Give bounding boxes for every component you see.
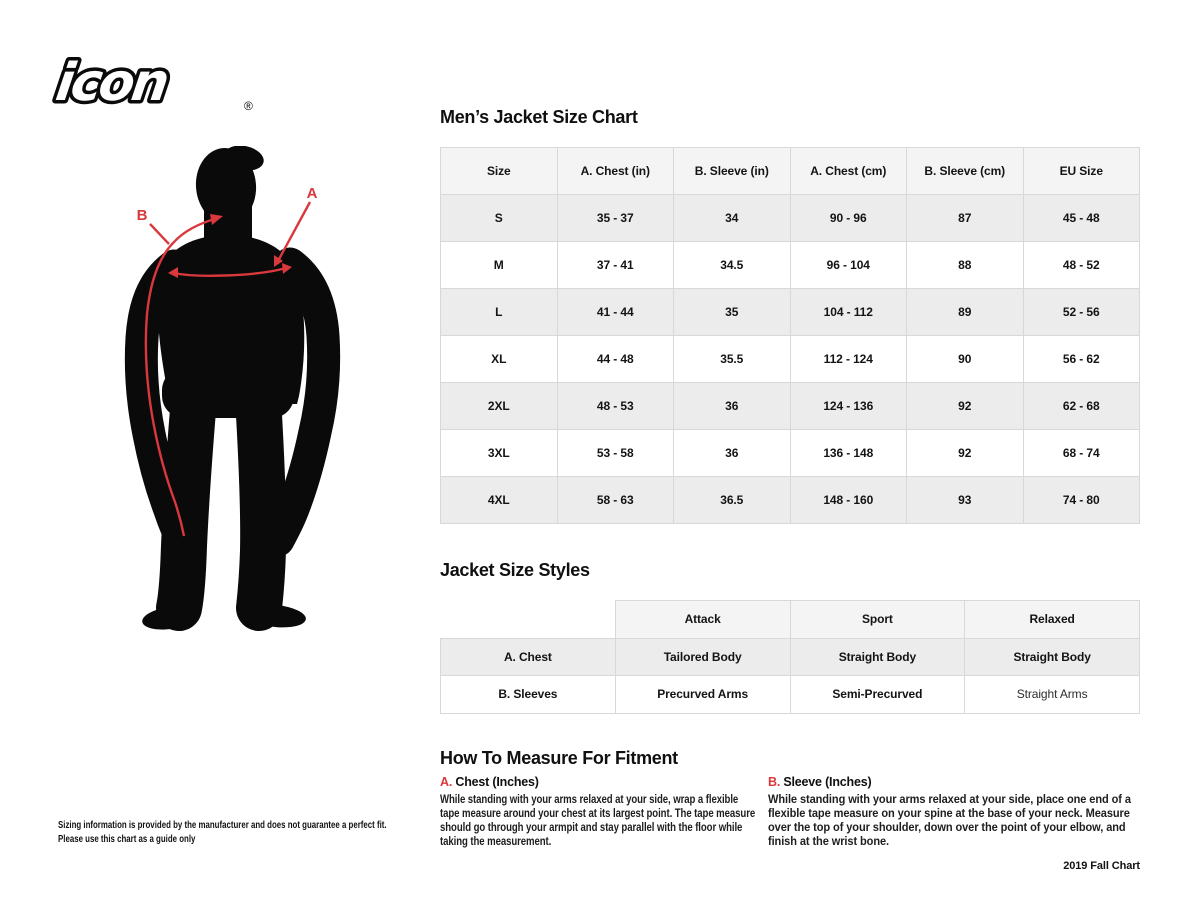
cell-sport-sleeves: Semi-Precurved [790,676,965,714]
cell-size: M [441,242,558,289]
styles-row-sleeves [441,676,1140,714]
column-header-sleeve-in: B. Sleeve (in) [674,148,791,195]
size-row-l [441,289,1140,336]
cell-size: 4XL [441,477,558,524]
cell-sleeve-cm: 92 [907,430,1024,477]
cell-chest-in: 48 - 53 [557,383,674,430]
cell-sleeve-in: 36 [674,430,791,477]
cell-relaxed-chest: Straight Body [965,638,1140,676]
how-to-measure-title: How To Measure For Fitment [440,748,678,768]
cell-chest-cm: 104 - 112 [790,289,907,336]
cell-chest-in: 58 - 63 [557,477,674,524]
sleeve-letter-marker: B. [768,775,781,789]
male-silhouette-icon [98,146,353,640]
cell-chest-cm: 96 - 104 [790,242,907,289]
icon-logo-graphic [48,44,278,122]
sleeve-instruction-body: While standing with your arms relaxed at your side, place one end of a flexible tape measure on your spine at the base of your neck. Measure over the top of your shoulder, down over the point of your elbow, and finish at the wrist bone. [768,792,1131,849]
registered-trademark-symbol: ® [244,99,253,113]
style-column-relaxed: Relaxed [965,601,1140,639]
cell-eu-size: 62 - 68 [1023,383,1140,430]
cell-chest-cm: 90 - 96 [790,195,907,242]
cell-chest-in: 35 - 37 [557,195,674,242]
logo-wordmark-text: icon [52,53,171,113]
chest-heading-text: Chest (Inches) [455,775,539,789]
cell-sleeve-cm: 89 [907,289,1024,336]
styles-chart-title: Jacket Size Styles [440,560,590,580]
size-row-s [441,195,1140,242]
column-header-size: Size [441,148,558,195]
column-header-eu-size: EU Size [1023,148,1140,195]
cell-sleeve-in: 36 [674,383,791,430]
style-column-sport: Sport [790,601,965,639]
style-row-label-chest: A. Chest [441,638,616,676]
column-header-chest-in: A. Chest (in) [557,148,674,195]
style-row-label-sleeves: B. Sleeves [441,676,616,714]
cell-chest-cm: 124 - 136 [790,383,907,430]
styles-row-chest [441,638,1140,676]
blank-corner-cell [441,601,616,639]
size-row-4xl [441,477,1140,524]
chart-edition-label: 2019 Fall Chart [1063,860,1140,872]
size-row-xl [441,336,1140,383]
column-header-chest-cm: A. Chest (cm) [790,148,907,195]
size-row-3xl [441,430,1140,477]
disclaimer-line-2: Please use this chart as a guide only [58,833,196,846]
sleeve-instruction-heading [768,775,1168,789]
cell-sleeve-in: 35 [674,289,791,336]
cell-sport-chest: Straight Body [790,638,965,676]
cell-attack-chest: Tailored Body [615,638,790,676]
cell-sleeve-in: 36.5 [674,477,791,524]
cell-eu-size: 52 - 56 [1023,289,1140,336]
cell-size: S [441,195,558,242]
cell-sleeve-in: 35.5 [674,336,791,383]
disclaimer-line-1: Sizing information is provided by the manufacturer and does not guarantee a perfect fit. [58,819,387,831]
cell-eu-size: 74 - 80 [1023,477,1140,524]
size-table-header-row [441,148,1140,195]
cell-sleeve-cm: 90 [907,336,1024,383]
chest-instruction-body: While standing with your arms relaxed at your side, wrap a flexible tape measure around your chest at its largest point. The tape measure should go through your armpit and stay parallel with the floor while taking the measurement. [440,792,756,849]
cell-chest-cm: 136 - 148 [790,430,907,477]
mens-size-chart-title: Men’s Jacket Size Chart [440,107,638,127]
measurement-figure [98,146,353,640]
styles-header-row [441,601,1140,639]
cell-sleeve-cm: 92 [907,383,1024,430]
cell-sleeve-cm: 93 [907,477,1024,524]
cell-size: L [441,289,558,336]
cell-chest-in: 41 - 44 [557,289,674,336]
chest-letter-marker: A. [440,775,453,789]
cell-eu-size: 48 - 52 [1023,242,1140,289]
cell-sleeve-cm: 88 [907,242,1024,289]
mens-size-chart-table [440,147,1140,524]
sleeve-measure-instructions [768,775,1168,849]
jacket-styles-table [440,600,1140,714]
column-header-sleeve-cm: B. Sleeve (cm) [907,148,1024,195]
style-column-attack: Attack [615,601,790,639]
chest-label-a: A [306,185,318,202]
cell-eu-size: 56 - 62 [1023,336,1140,383]
cell-sleeve-in: 34.5 [674,242,791,289]
cell-eu-size: 45 - 48 [1023,195,1140,242]
cell-size: XL [441,336,558,383]
cell-chest-cm: 112 - 124 [790,336,907,383]
sleeve-heading-text: Sleeve (Inches) [783,775,872,789]
cell-sleeve-cm: 87 [907,195,1024,242]
cell-sleeve-in: 34 [674,195,791,242]
size-row-m [441,242,1140,289]
size-row-2xl [441,383,1140,430]
cell-chest-in: 53 - 58 [557,430,674,477]
cell-attack-sleeves: Precurved Arms [615,676,790,714]
sizing-disclaimer [58,818,387,846]
sleeve-label-b: B [136,207,148,224]
cell-chest-in: 44 - 48 [557,336,674,383]
cell-relaxed-sleeves: Straight Arms [965,676,1140,714]
cell-size: 2XL [441,383,558,430]
cell-size: 3XL [441,430,558,477]
icon-brand-logo [48,44,278,127]
cell-eu-size: 68 - 74 [1023,430,1140,477]
cell-chest-cm: 148 - 160 [790,477,907,524]
cell-chest-in: 37 - 41 [557,242,674,289]
